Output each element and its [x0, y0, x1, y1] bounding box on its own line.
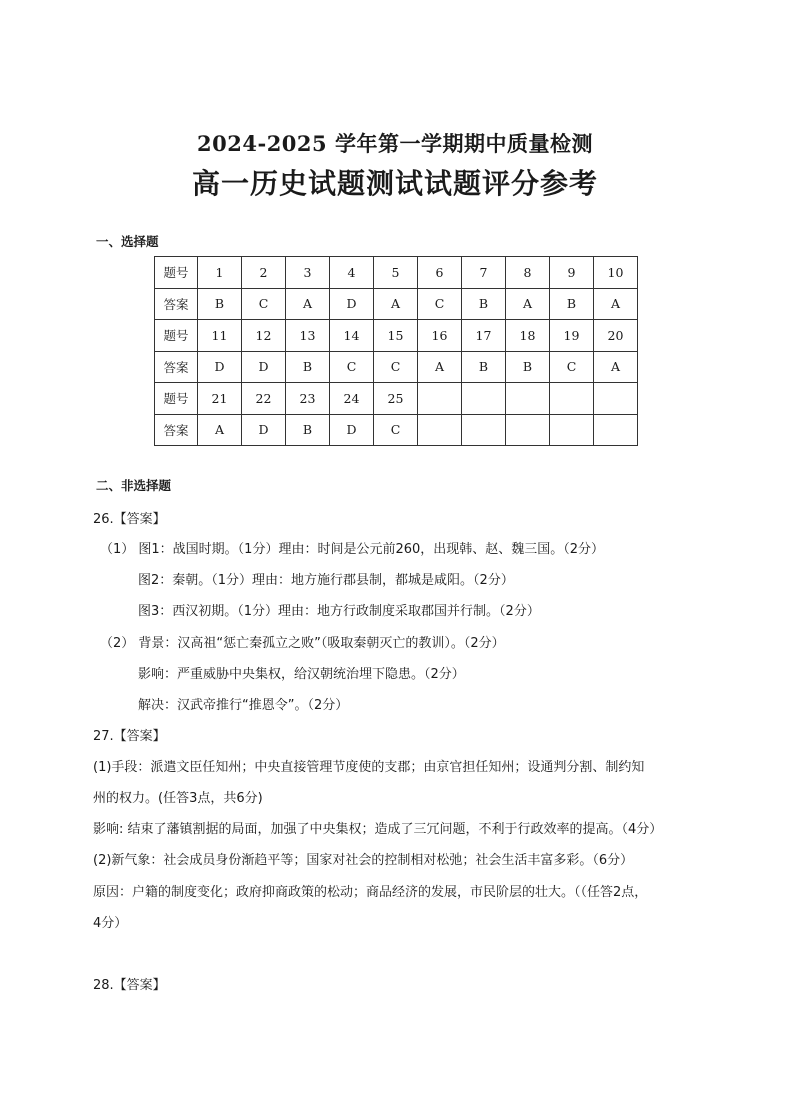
table-cell: D: [242, 351, 286, 383]
table-cell: [506, 414, 550, 446]
table-cell: 18: [506, 320, 550, 352]
table-cell: B: [462, 351, 506, 383]
row-label: 题号: [155, 257, 198, 289]
table-cell: A: [594, 288, 638, 320]
table-cell: 12: [242, 320, 286, 352]
table-cell: 20: [594, 320, 638, 352]
table-cell: B: [198, 288, 242, 320]
table-cell: [594, 383, 638, 415]
q26-part2-line2: 影响：严重威胁中央集权，给汉朝统治埋下隐患。（2分）: [138, 667, 465, 682]
table-cell: B: [506, 351, 550, 383]
q26-part2-line3: 解决：汉武帝推行“推恩令”。（2分）: [138, 698, 349, 713]
title-line1: 2024-2025 学年第一学期期中质量检测: [197, 131, 593, 156]
table-cell: 5: [374, 257, 418, 289]
q26-heading: 26.【答案】: [93, 512, 166, 527]
q26-part1-line3: 图3：西汉初期。（1分）理由：地方行政制度采取郡国并行制。（2分）: [138, 604, 540, 619]
table-cell: C: [550, 351, 594, 383]
table-cell: 24: [330, 383, 374, 415]
table-cell: 9: [550, 257, 594, 289]
table-cell: C: [418, 288, 462, 320]
table-cell: A: [506, 288, 550, 320]
table-row: [155, 288, 638, 320]
table-row: [155, 351, 638, 383]
q28-heading: 28.【答案】: [93, 978, 166, 993]
table-cell: 14: [330, 320, 374, 352]
table-cell: B: [286, 351, 330, 383]
table-cell: 6: [418, 257, 462, 289]
table-cell: 17: [462, 320, 506, 352]
row-label: 题号: [155, 383, 198, 415]
table-cell: 22: [242, 383, 286, 415]
q27-part2-line2: 原因：户籍的制度变化；政府抑商政策的松动；商品经济的发展，市民阶层的壮大。（（任答2点，: [93, 885, 648, 900]
table-cell: C: [374, 414, 418, 446]
table-cell: D: [330, 288, 374, 320]
q27-part1-line1: (1)手段：派遣文臣任知州；中央直接管理节度使的支郡；由京官担任知州；设通判分割、制约知: [93, 760, 645, 775]
table-cell: B: [550, 288, 594, 320]
table-cell: 13: [286, 320, 330, 352]
table-row: [155, 414, 638, 446]
table-cell: [462, 383, 506, 415]
q26-part1-line2: 图2：秦朝。（1分）理由：地方施行郡县制，都城是咸阳。（2分）: [138, 573, 514, 588]
row-label: 答案: [155, 351, 198, 383]
table-cell: 10: [594, 257, 638, 289]
table-cell: 23: [286, 383, 330, 415]
table-cell: 19: [550, 320, 594, 352]
table-cell: A: [198, 414, 242, 446]
table-cell: D: [242, 414, 286, 446]
table-cell: A: [594, 351, 638, 383]
q27-part2-line3: 4分）: [93, 916, 128, 931]
q26-part1-line1: （1） 图1：战国时期。（1分）理由：时间是公元前260，出现韩、赵、魏三国。（2分）: [100, 542, 605, 557]
row-label: 题号: [155, 320, 198, 352]
answer-table: [154, 256, 638, 446]
table-cell: [506, 383, 550, 415]
table-cell: [418, 414, 462, 446]
table-row: [155, 320, 638, 352]
table-cell: [462, 414, 506, 446]
table-cell: 25: [374, 383, 418, 415]
table-cell: 8: [506, 257, 550, 289]
row-label: 答案: [155, 288, 198, 320]
table-cell: D: [198, 351, 242, 383]
q27-part1-line3: 影响: 结束了藩镇割据的局面，加强了中央集权；造成了三冗问题，不利于行政效率的提高。（4分）: [93, 822, 663, 837]
table-row: [155, 383, 638, 415]
table-cell: 1: [198, 257, 242, 289]
table-cell: [418, 383, 462, 415]
table-cell: 21: [198, 383, 242, 415]
title-line2: 高一历史试题测试试题评分参考: [191, 167, 598, 200]
table-cell: 16: [418, 320, 462, 352]
table-cell: C: [374, 351, 418, 383]
section1-heading: 一、选择题: [96, 234, 159, 249]
table-cell: [550, 383, 594, 415]
table-cell: 7: [462, 257, 506, 289]
table-cell: A: [374, 288, 418, 320]
row-label: 答案: [155, 414, 198, 446]
table-cell: B: [286, 414, 330, 446]
section2-heading: 二、非选择题: [96, 478, 172, 493]
q26-part2-line1: （2） 背景：汉高祖“惩亡秦孤立之败”（吸取秦朝灭亡的教训）。（2分）: [100, 636, 505, 651]
q27-heading: 27.【答案】: [93, 729, 166, 744]
table-cell: B: [462, 288, 506, 320]
table-cell: C: [242, 288, 286, 320]
table-cell: C: [330, 351, 374, 383]
table-row: [155, 257, 638, 289]
table-cell: D: [330, 414, 374, 446]
table-cell: A: [418, 351, 462, 383]
table-cell: 2: [242, 257, 286, 289]
table-cell: 11: [198, 320, 242, 352]
q27-part2-line1: (2)新气象：社会成员身份渐趋平等；国家对社会的控制相对松弛；社会生活丰富多彩。（6分）: [93, 853, 634, 868]
q27-part1-line2: 州的权力。(任答3点，共6分): [93, 791, 263, 806]
table-cell: 15: [374, 320, 418, 352]
table-cell: 4: [330, 257, 374, 289]
table-cell: 3: [286, 257, 330, 289]
table-cell: [594, 414, 638, 446]
table-cell: [550, 414, 594, 446]
table-cell: A: [286, 288, 330, 320]
